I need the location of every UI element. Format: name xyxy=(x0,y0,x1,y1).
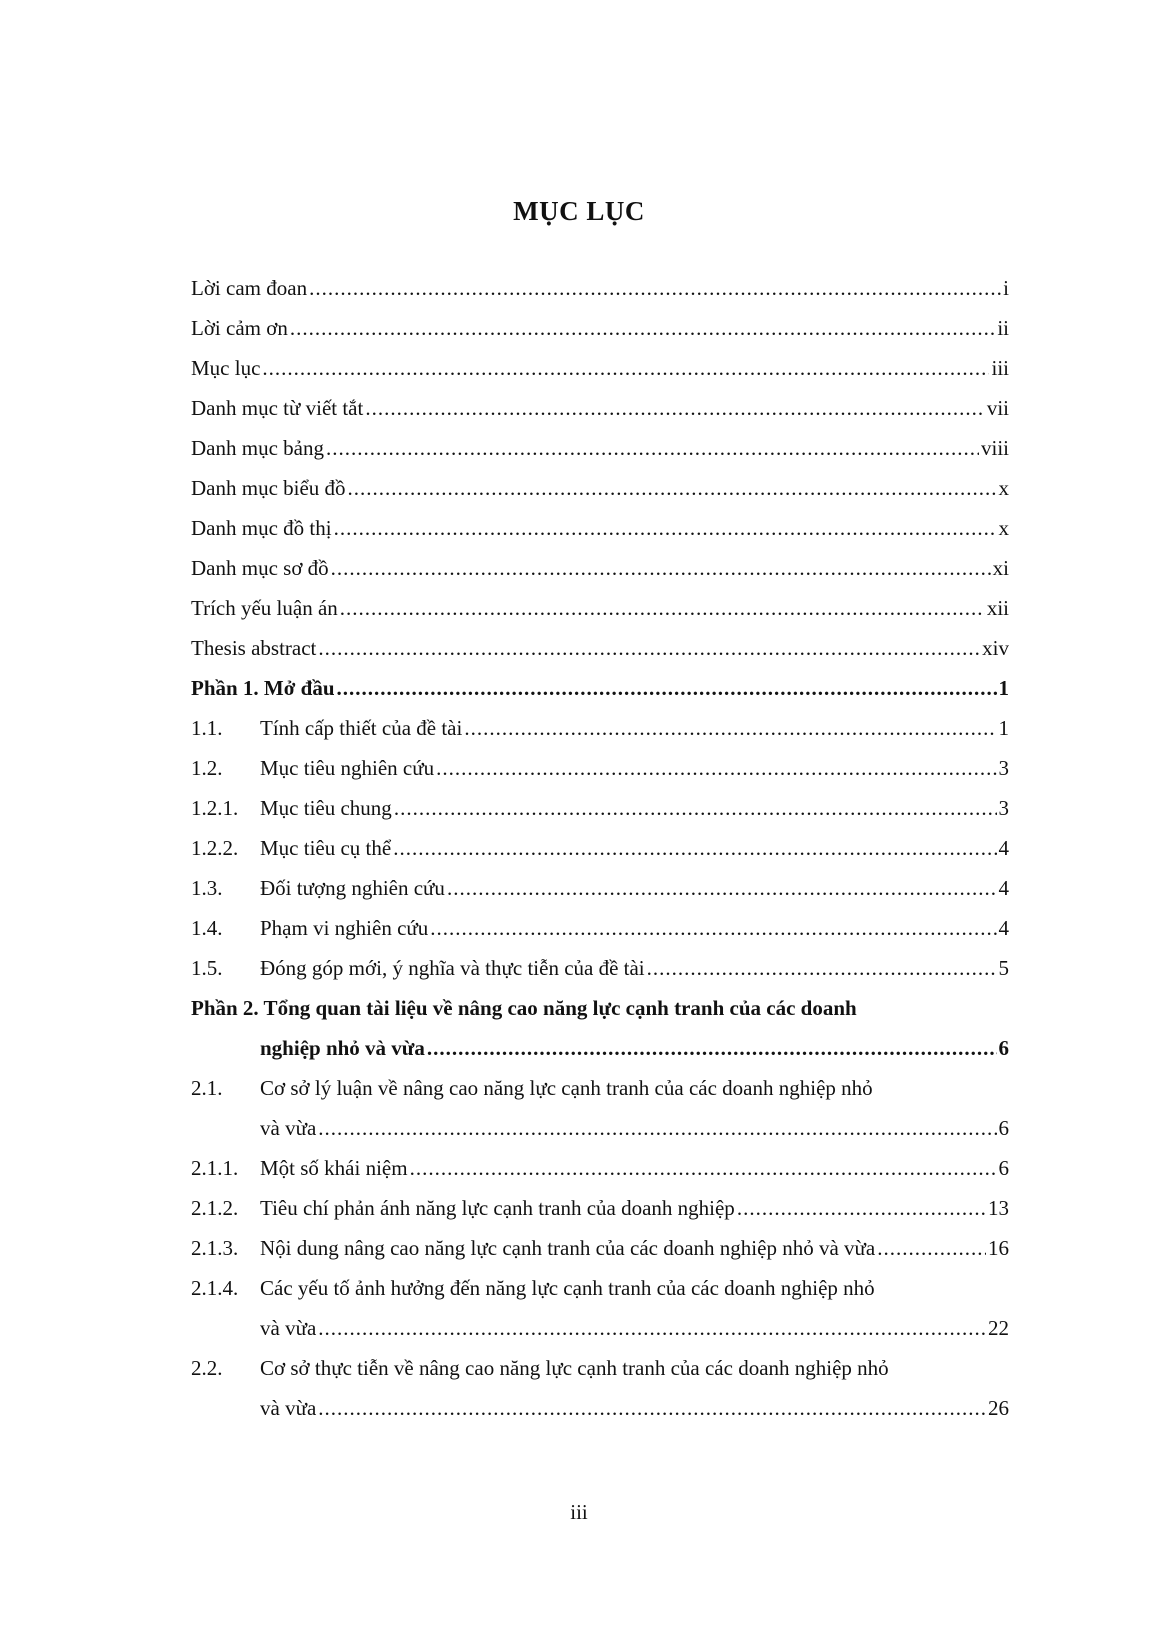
toc-entry-page: x xyxy=(998,476,1009,500)
toc-entry xyxy=(191,668,1009,708)
toc-entry-page: 5 xyxy=(998,956,1009,980)
toc-entry-page: 6 xyxy=(998,1156,1009,1180)
toc-entry-label: Mục tiêu chung xyxy=(260,796,392,820)
dot-leader xyxy=(427,1028,997,1068)
dot-leader xyxy=(394,788,997,828)
toc-entry xyxy=(191,1188,1009,1228)
dot-leader xyxy=(877,1228,986,1268)
dot-leader xyxy=(318,1308,986,1348)
toc-entry xyxy=(191,948,1009,988)
toc-entry xyxy=(191,588,1009,628)
toc-entry-label: Cơ sở lý luận về nâng cao năng lực cạnh tranh của các doanh nghiệp nhỏ xyxy=(260,1076,873,1100)
toc-entry-continuation xyxy=(191,1108,1009,1148)
toc-entry xyxy=(191,748,1009,788)
toc-entry-number: 1.5. xyxy=(191,956,223,980)
toc-entry-number: 1.2.2. xyxy=(191,836,239,860)
dot-leader xyxy=(262,348,989,388)
dot-leader xyxy=(464,708,996,748)
toc-entry-page: x xyxy=(998,516,1009,540)
toc-entry-page: iii xyxy=(991,356,1009,380)
toc-entry-number: 1.1. xyxy=(191,716,223,740)
toc-entry-page: 4 xyxy=(998,876,1009,900)
toc-entry xyxy=(191,388,1009,428)
toc-entry-label: Phần 2. Tổng quan tài liệu về nâng cao năng lực cạnh tranh của các doanh xyxy=(191,996,857,1020)
toc-entry-page: 4 xyxy=(998,916,1009,940)
toc-entry-number: 2.1.2. xyxy=(191,1196,239,1220)
toc-entry xyxy=(191,828,1009,868)
toc-entry-page: 4 xyxy=(998,836,1009,860)
toc-entry-label: Các yếu tố ảnh hưởng đến năng lực cạnh tranh của các doanh nghiệp nhỏ xyxy=(260,1276,875,1300)
toc-entry-label: Mục lục xyxy=(191,356,261,380)
dot-leader xyxy=(393,828,996,868)
toc-entry-page: 3 xyxy=(998,756,1009,780)
toc-entry xyxy=(191,428,1009,468)
toc-entry xyxy=(191,988,1009,1028)
toc-entry-page: xi xyxy=(992,556,1009,580)
toc-entry xyxy=(191,1228,1009,1268)
toc-entry-page: 1 xyxy=(998,676,1009,700)
table-of-contents xyxy=(191,268,1009,1428)
dot-leader xyxy=(430,908,996,948)
toc-entry-page: vii xyxy=(986,396,1009,420)
toc-entry-page: xiv xyxy=(982,636,1009,660)
toc-entry xyxy=(191,1148,1009,1188)
toc-entry-label: Đóng góp mới, ý nghĩa và thực tiễn của đề tài xyxy=(260,956,645,980)
toc-entry-continuation xyxy=(191,1388,1009,1428)
page-number: iii xyxy=(570,1500,588,1524)
toc-entry-label: Lời cam đoan xyxy=(191,276,308,300)
dot-leader xyxy=(318,628,980,668)
toc-entry-number: 1.3. xyxy=(191,876,223,900)
toc-entry-label: Mục tiêu cụ thể xyxy=(260,836,392,860)
toc-entry-label: Phần 1. Mở đầu xyxy=(191,676,335,700)
toc-entry xyxy=(191,548,1009,588)
toc-entry-label: Trích yếu luận án xyxy=(191,596,338,620)
dot-leader xyxy=(331,548,991,588)
toc-entry-label-continuation: nghiệp nhỏ và vừa xyxy=(260,1036,425,1060)
toc-entry-label: Danh mục biểu đồ xyxy=(191,476,346,500)
toc-entry xyxy=(191,348,1009,388)
dot-leader xyxy=(290,308,995,348)
dot-leader xyxy=(334,508,997,548)
toc-entry-label: Mục tiêu nghiên cứu xyxy=(260,756,435,780)
dot-leader xyxy=(447,868,997,908)
toc-entry-page: 13 xyxy=(988,1196,1009,1220)
toc-entry-page: 22 xyxy=(988,1316,1009,1340)
dot-leader xyxy=(326,428,979,468)
toc-entry xyxy=(191,868,1009,908)
toc-entry-label-continuation: và vừa xyxy=(260,1396,317,1420)
toc-entry-page: i xyxy=(1003,276,1009,300)
toc-entry-number: 1.2. xyxy=(191,756,223,780)
toc-entry xyxy=(191,788,1009,828)
toc-entry-label: Cơ sở thực tiễn về nâng cao năng lực cạnh tranh của các doanh nghiệp nhỏ xyxy=(260,1356,889,1380)
toc-entry-label: Tính cấp thiết của đề tài xyxy=(260,716,463,740)
toc-entry-label: Danh mục đồ thị xyxy=(191,516,332,540)
dot-leader xyxy=(365,388,984,428)
toc-entry-number: 1.2.1. xyxy=(191,796,239,820)
toc-entry-number: 1.4. xyxy=(191,916,223,940)
toc-entry-number: 2.1. xyxy=(191,1076,223,1100)
dot-leader xyxy=(318,1108,996,1148)
toc-entry xyxy=(191,1268,1009,1308)
toc-entry-page: xii xyxy=(986,596,1009,620)
toc-entry-page: 6 xyxy=(998,1116,1009,1140)
dot-leader xyxy=(436,748,996,788)
toc-entry-label-continuation: và vừa xyxy=(260,1116,317,1140)
toc-entry-page: 26 xyxy=(988,1396,1009,1420)
toc-entry-label: Tiêu chí phản ánh năng lực cạnh tranh của doanh nghiệp xyxy=(260,1196,735,1220)
dot-leader xyxy=(318,1388,986,1428)
toc-entry xyxy=(191,268,1009,308)
toc-entry xyxy=(191,908,1009,948)
toc-entry xyxy=(191,628,1009,668)
toc-entry-page: viii xyxy=(980,436,1009,460)
dot-leader xyxy=(348,468,997,508)
toc-entry-page: 16 xyxy=(988,1236,1009,1260)
toc-entry-continuation xyxy=(191,1308,1009,1348)
toc-entry-page: 1 xyxy=(998,716,1009,740)
toc-entry-page: 6 xyxy=(998,1036,1009,1060)
dot-leader xyxy=(309,268,1001,308)
toc-entry-label: Danh mục từ viết tắt xyxy=(191,396,364,420)
toc-entry-continuation xyxy=(191,1028,1009,1068)
toc-entry-label: Danh mục bảng xyxy=(191,436,324,460)
toc-entry-label: Phạm vi nghiên cứu xyxy=(260,916,429,940)
toc-entry xyxy=(191,468,1009,508)
page-title: MỤC LỤC xyxy=(513,196,645,226)
dot-leader xyxy=(410,1148,997,1188)
dot-leader xyxy=(647,948,997,988)
toc-entry xyxy=(191,508,1009,548)
toc-entry-page: ii xyxy=(997,316,1009,340)
toc-entry-number: 2.1.4. xyxy=(191,1276,239,1300)
toc-entry-label-continuation: và vừa xyxy=(260,1316,317,1340)
toc-entry xyxy=(191,1068,1009,1108)
toc-entry xyxy=(191,1348,1009,1388)
dot-leader xyxy=(340,588,985,628)
toc-entry-number: 2.1.1. xyxy=(191,1156,239,1180)
toc-entry-page: 3 xyxy=(998,796,1009,820)
toc-entry-label: Lời cảm ơn xyxy=(191,316,288,340)
toc-entry-number: 2.1.3. xyxy=(191,1236,239,1260)
toc-entry-label: Một số khái niệm xyxy=(260,1156,408,1180)
toc-entry-number: 2.2. xyxy=(191,1356,223,1380)
toc-entry xyxy=(191,308,1009,348)
toc-entry-label: Đối tượng nghiên cứu xyxy=(260,876,445,900)
dot-leader xyxy=(337,668,997,708)
toc-entry-label: Danh mục sơ đồ xyxy=(191,556,329,580)
dot-leader xyxy=(737,1188,986,1228)
toc-entry xyxy=(191,708,1009,748)
toc-entry-label: Thesis abstract xyxy=(191,636,317,660)
toc-entry-label: Nội dung nâng cao năng lực cạnh tranh của các doanh nghiệp nhỏ và vừa xyxy=(260,1236,876,1260)
